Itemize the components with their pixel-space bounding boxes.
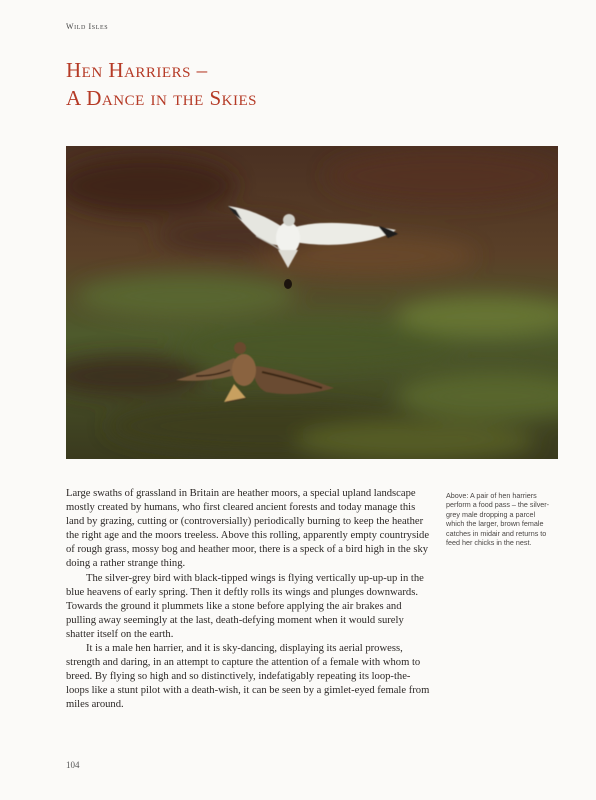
hen-harrier-photo: [66, 146, 558, 459]
title-line-2: A Dance in the Skies: [66, 86, 258, 110]
running-head: Wild Isles: [66, 22, 109, 31]
paragraph-2: The silver-grey bird with black-tipped wings is flying vertically up-up-up in the blue heavens of early spring. Then it deftly rolls its wings and plunges downwards. Towards the ground it plummets like a stone before applying the air brakes and pulling away seemingly at the last, death-defying moment when it would surely shatter itself on the earth.: [66, 572, 424, 640]
body-text: [66, 487, 432, 713]
page-number: 104: [66, 760, 80, 770]
paragraph-3: It is a male hen harrier, and it is sky-dancing, displaying its aerial prowess, strength and daring, in an attempt to capture the attention of a female with whom to breed. By flying so high and so distinctively, indefatigably repeating its loop-the-loops like a stunt pilot with a death-wish, it can be seen by a gimlet-eyed female from miles around.: [66, 643, 430, 711]
photo-caption: Above: A pair of hen harriers perform a food pass – the silver-grey male dropping a parcel which the larger, brown female catches in midair and returns to feed her chicks in the nest.: [446, 491, 550, 548]
paragraph-1: Large swaths of grassland in Britain are heather moors, a special upland landscape mostly created by humans, who first cleared ancient forests and today manage this land by grazing, cutting or (controversially) periodically burning to keep the heather the right age and the moors treeless. Above this rolling, apparently empty countryside of rough grass, mossy bog and heather moor, there is a speck of a bird high in the sky doing a rather strange thing.: [66, 488, 430, 570]
title-line-1: Hen Harriers –: [66, 58, 208, 82]
page-title: [66, 56, 257, 112]
